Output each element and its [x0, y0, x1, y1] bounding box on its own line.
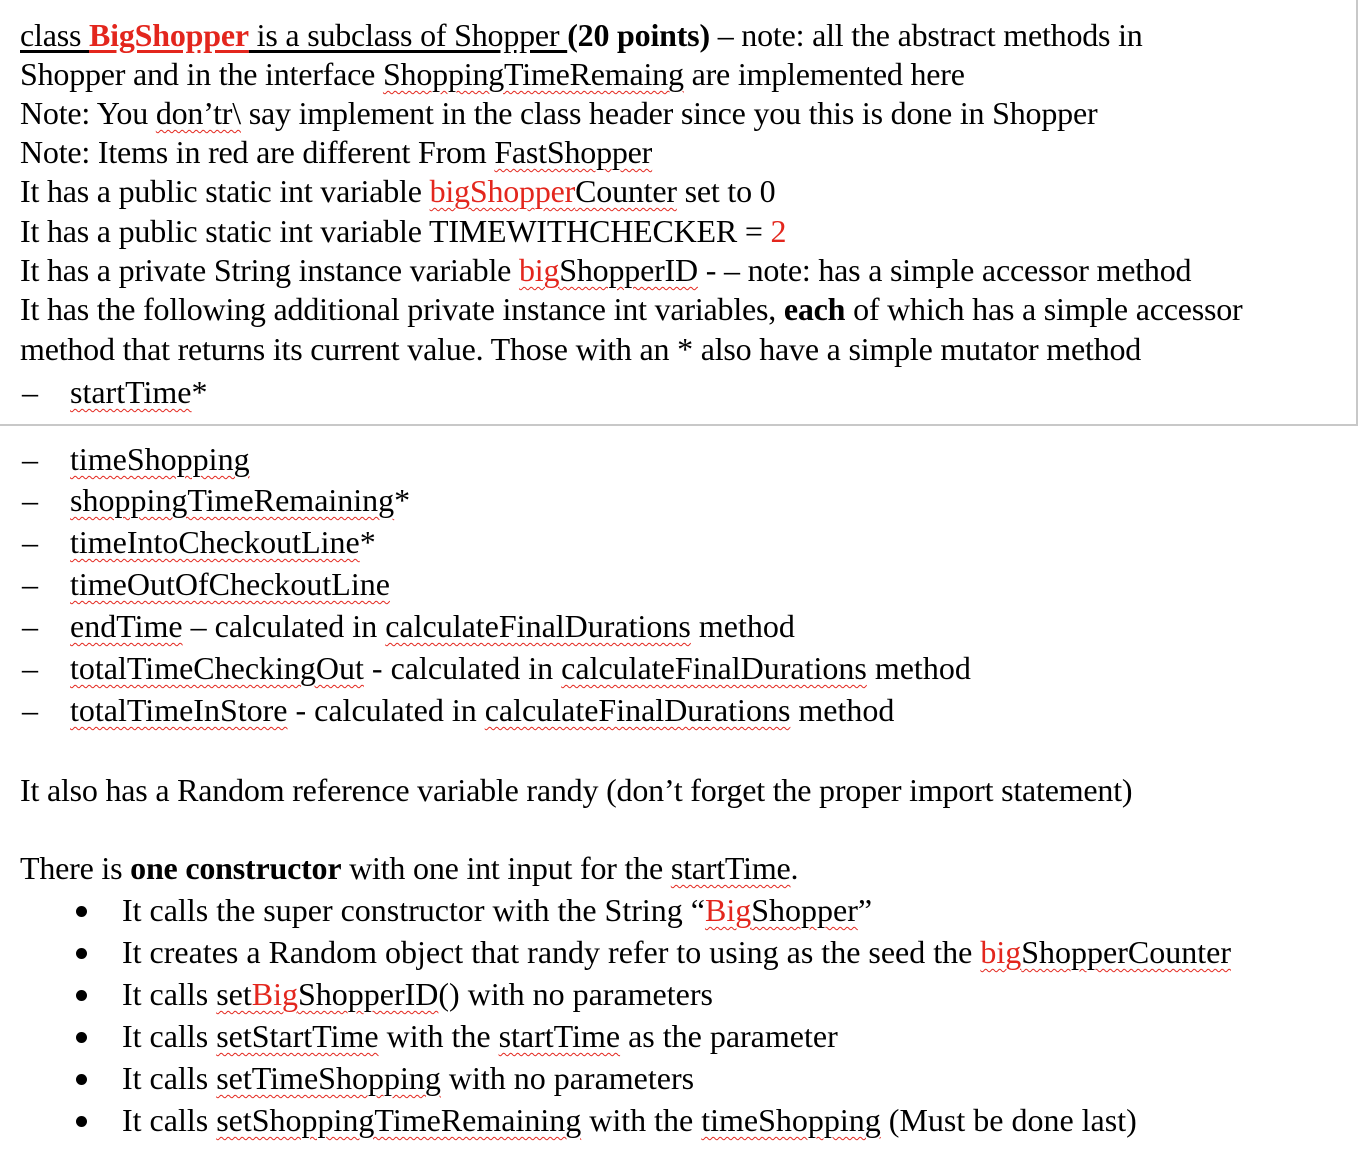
list-dash: – — [22, 524, 38, 560]
list-dash: – — [22, 608, 38, 644]
var-timeoutofcheckoutline: timeOutOfCheckoutLine — [70, 566, 390, 602]
list-dash: – — [22, 374, 38, 410]
divider — [0, 424, 1358, 426]
bullet-icon — [76, 906, 87, 917]
header-line-5: It has a public static int variable bigShopperCounter set to 0 — [20, 173, 776, 209]
header-line-9: method that returns its current value. Those with an * also have a simple mutator method — [20, 331, 1142, 367]
constructor-step-5: It calls setTimeShopping with no parameters — [122, 1060, 695, 1096]
list-dash: – — [22, 566, 38, 602]
header-line-6: It has a public static int variable TIMEWITHCHECKER = 2 — [20, 213, 787, 249]
header-line-1: class BigShopper is a subclass of Shopper (20 points) – note: all the abstract methods in — [20, 17, 1143, 53]
var-starttime: startTime* — [70, 374, 208, 410]
var-timeshopping: timeShopping — [70, 441, 250, 477]
bullet-icon — [76, 1116, 87, 1127]
header-line-4: Note: Items in red are different From FastShopper — [20, 134, 653, 170]
constructor-step-6: It calls setShoppingTimeRemaining with the timeShopping (Must be done last) — [122, 1102, 1137, 1138]
bullet-icon — [76, 1074, 87, 1085]
bullet-icon — [76, 1032, 87, 1043]
bullet-icon — [76, 990, 87, 1001]
class-name: BigShopper — [89, 17, 249, 53]
points-label: (20 points) — [567, 17, 710, 53]
var-totaltimecheckingout: totalTimeCheckingOut - calculated in calculateFinalDurations method — [70, 650, 971, 686]
header-line-2: Shopper and in the interface ShoppingTimeRemaing are implemented here — [20, 56, 965, 92]
constructor-intro: There is one constructor with one int input for the startTime. — [20, 850, 799, 886]
var-shoppingtimeremaining: shoppingTimeRemaining* — [70, 482, 411, 518]
constructor-step-4: It calls setStartTime with the startTime as the parameter — [122, 1018, 838, 1054]
constructor-step-1: It calls the super constructor with the String “BigShopper” — [122, 892, 873, 928]
list-dash: – — [22, 441, 38, 477]
bullet-icon — [76, 948, 87, 959]
list-dash: – — [22, 650, 38, 686]
header-line-3: Note: You don’tr\ say implement in the class header since you this is done in Shopper — [20, 95, 1098, 131]
constructor-step-2: It creates a Random object that randy refer to using as the seed the bigShopperCounter — [122, 934, 1231, 970]
header-line-7: It has a private String instance variable bigShopperID - – note: has a simple accessor method — [20, 252, 1192, 288]
header-line-8: It has the following additional private instance int variables, each of which has a simple accessor — [20, 291, 1243, 327]
list-dash: – — [22, 482, 38, 518]
var-timeintocheckoutline: timeIntoCheckoutLine* — [70, 524, 376, 560]
list-dash: – — [22, 692, 38, 728]
constructor-step-3: It calls setBigShopperID() with no parameters — [122, 976, 713, 1012]
var-totaltimeinstore: totalTimeInStore - calculated in calculateFinalDurations method — [70, 692, 895, 728]
var-endtime: endTime – calculated in calculateFinalDurations method — [70, 608, 795, 644]
random-variable-line: It also has a Random reference variable randy (don’t forget the proper import statement) — [20, 772, 1133, 808]
